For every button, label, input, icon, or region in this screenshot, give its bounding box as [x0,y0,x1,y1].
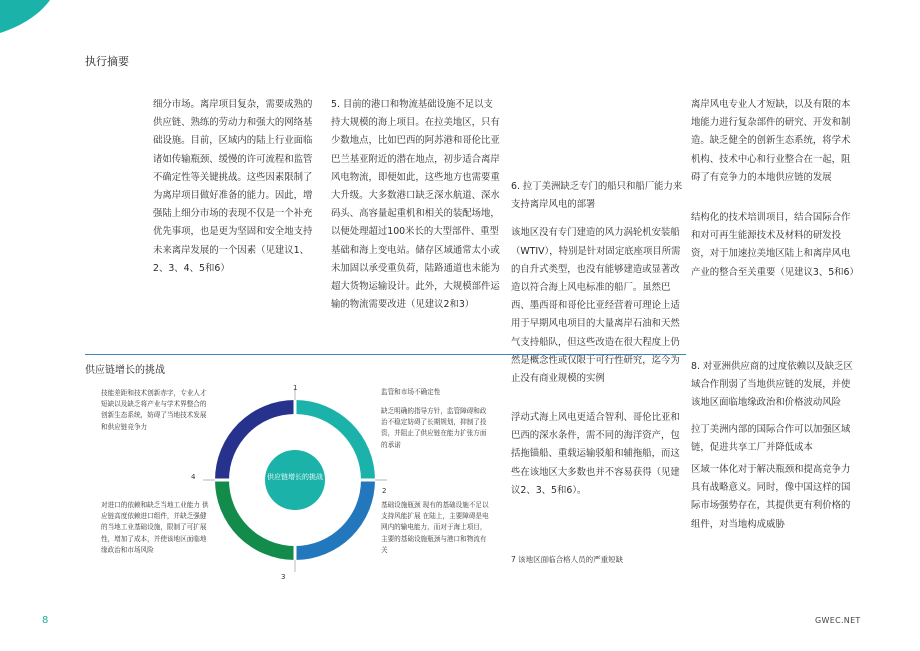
column-4-mid-text: 结构化的技术培训项目，结合国际合作和对可再生能源技术及材料的研发投资，对于加速拉美地区陆上和离岸风电产业的整合至关重要（见建议3、5和6） [691,212,859,278]
column-2-text: 5. 目前的港口和物流基础设施不足以支持大规模的海上项目。在拉美地区，只有少数地点，比如巴西的阿苏港和哥伦比亚巴兰基亚附近的潜在地点，初步适合离岸风电物流，即便如此，这些地方也需要重大升级。大多数港口缺乏深水航道、深水码头、高容量起重机和相关的装配场地，以便处理超过100米长的大型部件、重型基础和海上变电站。储存区域通常太小或未加固以承受重负荷，陆路通道也未能为超大货物运输设计。此外，大规模部件运输的物流需要改进（见建议2和3） [331,99,500,311]
item-6-heading: 6. 拉丁美洲缺乏专门的船只和船厂能力来支持离岸风电的部署 [511,181,683,211]
column-4-lower [691,358,856,534]
ring-number-3: 3 [281,573,286,581]
column-2 [331,96,501,314]
footer-site[interactable]: GWEC.NET [815,616,861,625]
column-3 [511,178,683,388]
ring-center-label: 供应链增长的挑战 [267,473,323,481]
column-4-p3: 区域一体化对于解决瓶颈和提高竞争力具有战略意义。同时，像中国这样的国际市场强势存在，其提供更有利价格的组件，对当地构成威胁 [691,464,851,530]
section-divider [85,354,686,355]
column-1-text: 细分市场。离岸项目复杂，需要成熟的供应链、熟练的劳动力和强大的网络基础设施。目前，区域内的陆上行业面临诸如传输瓶颈、缓慢的许可流程和监管不确定性等关键挑战。这些因素限制了为离岸项目做好准备的能力。因此，增强陆上细分市场的表现不仅是一个补充优先事项，也是更为坚固和安全地支持未来离岸发展的一个因素（见建议1、2、3、4、5和6） [153,99,313,274]
challenge-1-body: 缺乏明确的指导方针，监管障碍和政治不稳定妨碍了长期规划，抑制了投资，并阻止了供应链在能力扩张方面的承诺 [381,407,487,449]
item-8-heading: 8. 对亚洲供应商的过度依赖以及缺乏区域合作削弱了当地供应链的发展，并使该地区面临地缘政治和价格波动风险 [691,361,853,409]
column-4-top-text: 离岸风电专业人才短缺，以及有限的本地能力进行复杂部件的研究、开发和制造。缺乏健全的创新生态系统，将学术机构、技术中心和行业整合在一起，阻碍了有竞争力的本地供应链的发展 [691,99,851,183]
column-4-p2: 拉丁美洲内部的国际合作可以加强区域链，促进共享工厂并降低成本 [691,423,851,453]
challenge-3-body: 对进口的依赖和缺乏当地工业能力 供应链高度依赖进口组件，并缺乏强健的当地工业基础设施，限制了可扩展性，增加了成本，并使该地区面临地缘政治和市场风险 [101,501,209,554]
ring-number-4: 4 [191,473,196,481]
item-7-heading: 7 该地区面临合格人员的严重短缺 [511,555,624,564]
ring-number-1: 1 [293,384,298,392]
page-number: 8 [42,615,49,626]
column-3-lower-text: 浮动式海上风电更适合智利、哥伦比亚和巴西的深水条件，需不同的海洋资产，包括拖锚船、重载运输驳船和辅拖船，而这些在该地区大多数也并不容易获得（见建议2、3、5和6）。 [511,412,680,496]
section-label: 执行摘要 [85,55,129,68]
column-1 [153,96,318,278]
ring-number-2: 2 [382,487,387,495]
challenge-2-body: 基础设施瓶颈 现有的基础设施不足以支持风能扩展 在陆上，主要障碍是电网内的输电能力，而对于海上项目，主要的基础设施瓶颈与港口和物流有关 [381,501,489,554]
item-6-body: 该地区没有专门建造的风力涡轮机安装船（WTIV），特别是针对固定底座项目所需的自升式类型，也没有能够建造或显著改造以符合海上风电标准的船厂。虽然巴西、墨西哥和哥伦比亚经营着可理论上适用于早期风电项目的大量离岸石油和天然气支持船队，但这些改造在很大程度上仍然是概念性或仅限于可行性研究，迄今为止没有商业规模的实例 [511,227,681,385]
challenge-1-title: 监管和市场不确定性 [381,388,441,396]
corner-decoration [0,0,60,36]
supply-chain-title: 供应链增长的挑战 [85,365,165,376]
challenge-4-body: 技能差距和技术创新赤字，专业人才短缺以及缺乏将产业与学术界整合的创新生态系统，妨碍了当地技术发展和供应链竞争力 [101,389,207,431]
column-4 [691,96,859,282]
